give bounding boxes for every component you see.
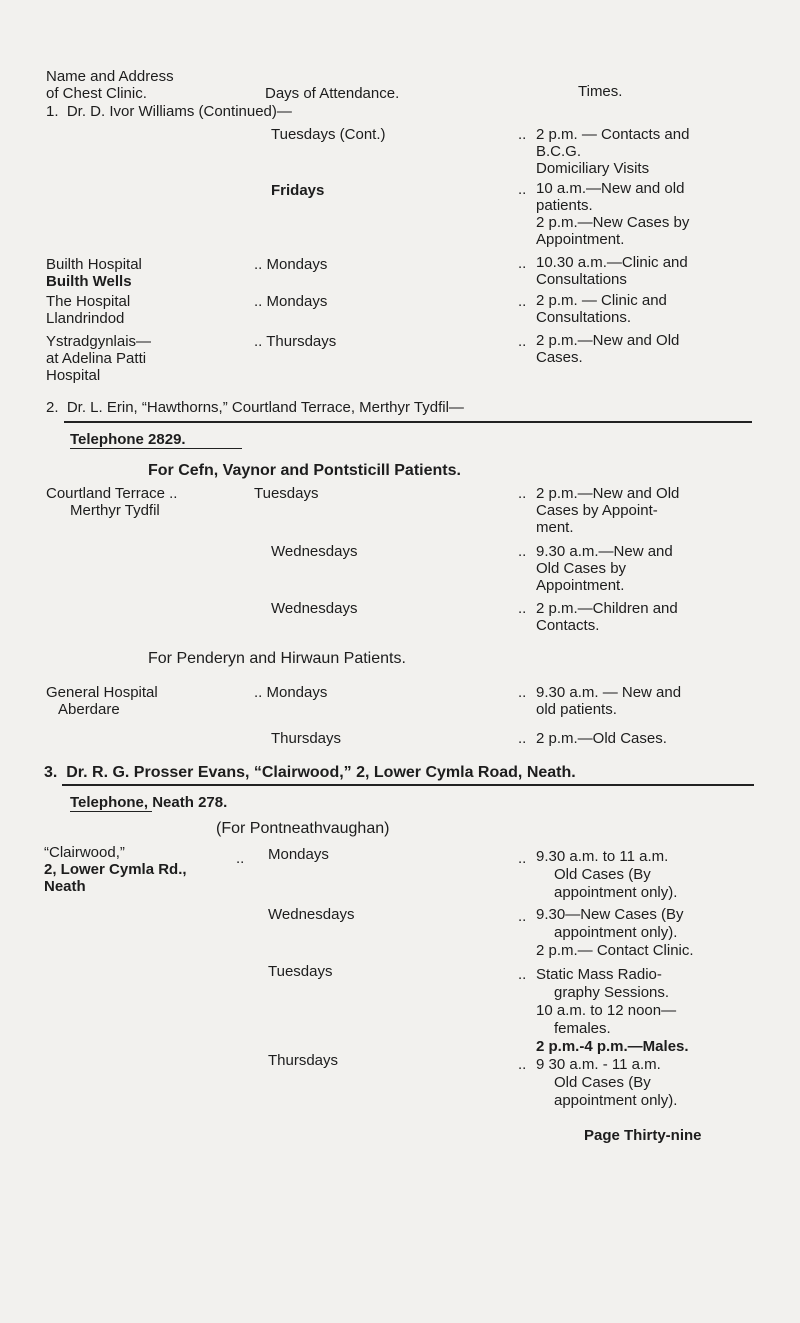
s2-lead: .. [518,684,527,701]
s3-time-line: appointment only). [554,884,678,901]
s3-day-thursdays: Thursdays [268,1052,339,1069]
s1-lead: .. [518,333,527,350]
s2-name-line: General Hospital [46,684,158,701]
s1-lead: .. [518,126,527,143]
s2-lead: .. [518,485,527,502]
header-name-line2: of Chest Clinic. [46,85,147,102]
s1-time-line: 2 p.m. — Contacts and [536,126,690,143]
s3-time-line: 2 p.m.— Contact Clinic. [536,942,694,959]
s3-time-line: Static Mass Radio- [536,966,662,983]
section3-subheading: (For Pontneathvaughan) [216,820,390,837]
s1-name-line: The Hospital [46,293,131,310]
s1-time-line: 10 a.m.—New and old [536,180,685,197]
s2-time-line: ment. [536,519,574,536]
header-name-line1: Name and Address [46,68,174,85]
section2-rule [64,421,752,423]
s1-lead: .. [518,293,527,310]
section2-subheading-2: For Penderyn and Hirwaun Patients. [148,650,406,667]
s1-time-line: Cases. [536,349,583,366]
s1-day-thursdays: .. Thursdays [254,333,337,350]
s1-name-line: Ystradgynlais— [46,333,152,350]
s1-day-mondays: .. Mondays [254,256,328,273]
section2-title: 2. Dr. L. Erin, “Hawthorns,” Courtland Terrace, Merthyr Tydfil— [46,399,464,416]
s3-time-line: 2 p.m.-4 p.m.—Males. [536,1038,689,1055]
s3-time-line: appointment only). [554,1092,678,1109]
s3-time-line: Old Cases (By [554,866,651,883]
s3-time-line: 10 a.m. to 12 noon— [536,1002,677,1019]
s1-lead: .. [518,181,527,198]
s3-name-line: 2, Lower Cymla Rd., [44,861,187,878]
section3-title: 3. Dr. R. G. Prosser Evans, “Clairwood,” 2, Lower Cymla Road, Neath. [44,764,576,781]
s2-time-line: Appointment. [536,577,625,594]
s1-time-line: Consultations. [536,309,632,326]
s2-time-line: 2 p.m.—Old Cases. [536,730,667,747]
s1-time-line: patients. [536,197,593,214]
s1-time-line: Consultations [536,271,627,288]
s3-name-line: “Clairwood,” [44,844,125,861]
s2-time-line: Cases by Appoint- [536,502,658,519]
s1-lead: .. [518,255,527,272]
s2-time-line: Contacts. [536,617,600,634]
s1-name-line: Builth Hospital [46,256,142,273]
s1-day-mondays: .. Mondays [254,293,328,310]
s2-time-line: old patients. [536,701,617,718]
s2-time-line: 9.30 a.m. — New and [536,684,682,701]
s1-time-line: 10.30 a.m.—Clinic and [536,254,688,271]
s3-time-line: appointment only). [554,924,678,941]
header-days: Days of Attendance. [265,85,400,102]
section2-subheading-1: For Cefn, Vaynor and Pontsticill Patients. [148,462,461,479]
page-number: Page Thirty-nine [584,1127,702,1144]
s3-time-line: graphy Sessions. [554,984,670,1001]
s3-lead: .. [518,908,527,925]
s2-day-wednesdays: Wednesdays [271,600,358,617]
s1-time-line: Appointment. [536,231,625,248]
s3-lead: .. [518,850,527,867]
s2-name-line: Courtland Terrace .. [46,485,178,502]
s2-time-line: 2 p.m.—Children and [536,600,678,617]
s2-lead: .. [518,543,527,560]
s3-lead: .. [518,1056,527,1073]
s2-day-thursdays: Thursdays [271,730,342,747]
s2-lead: .. [518,600,527,617]
s3-time-line: 9 30 a.m. - 11 a.m. [536,1056,661,1073]
s3-time-line: Old Cases (By [554,1074,651,1091]
s3-day-wednesdays: Wednesdays [268,906,355,923]
section3-rule [62,784,754,786]
s1-day-tuesdays: Tuesdays (Cont.) [271,126,386,143]
s2-day-tuesdays: Tuesdays [254,485,319,502]
s3-name-line: Neath [44,878,86,895]
s3-day-mondays: Mondays [268,846,329,863]
header-times: Times. [578,83,623,100]
telephone-underline [70,448,242,449]
s1-name-line: Llandrindod [46,310,125,327]
s1-time-line: 2 p.m. — Clinic and [536,292,667,309]
s3-name-lead: .. [236,850,245,867]
s1-day-fridays: Fridays [271,182,325,199]
s2-time-line: 9.30 a.m.—New and [536,543,673,560]
s1-time-line: Domiciliary Visits [536,160,650,177]
s1-time-line: 2 p.m.—New and Old [536,332,680,349]
s1-time-line: B.C.G. [536,143,582,160]
section1-title: 1. Dr. D. Ivor Williams (Continued)— [46,103,292,120]
section2-telephone: Telephone 2829. [70,431,186,448]
s1-name-line: Builth Wells [46,273,132,290]
s2-time-line: Old Cases by [536,560,627,577]
s3-time-line: females. [554,1020,611,1037]
s1-time-line: 2 p.m.—New Cases by [536,214,690,231]
s2-lead: .. [518,730,527,747]
s2-name-line: Merthyr Tydfil [70,502,160,519]
s2-day-wednesdays: Wednesdays [271,543,358,560]
s2-time-line: 2 p.m.—New and Old [536,485,680,502]
s1-name-line: at Adelina Patti [46,350,147,367]
s3-day-tuesdays: Tuesdays [268,963,333,980]
s2-day-mondays: .. Mondays [254,684,328,701]
s3-lead: .. [518,966,527,983]
s3-time-line: 9.30 a.m. to 11 a.m. [536,848,669,865]
s1-name-line: Hospital [46,367,101,384]
s2-name-line: Aberdare [58,701,120,718]
section3-telephone: Telephone, Neath 278. [70,794,228,811]
telephone-underline [70,811,152,812]
s3-time-line: 9.30—New Cases (By [536,906,684,923]
